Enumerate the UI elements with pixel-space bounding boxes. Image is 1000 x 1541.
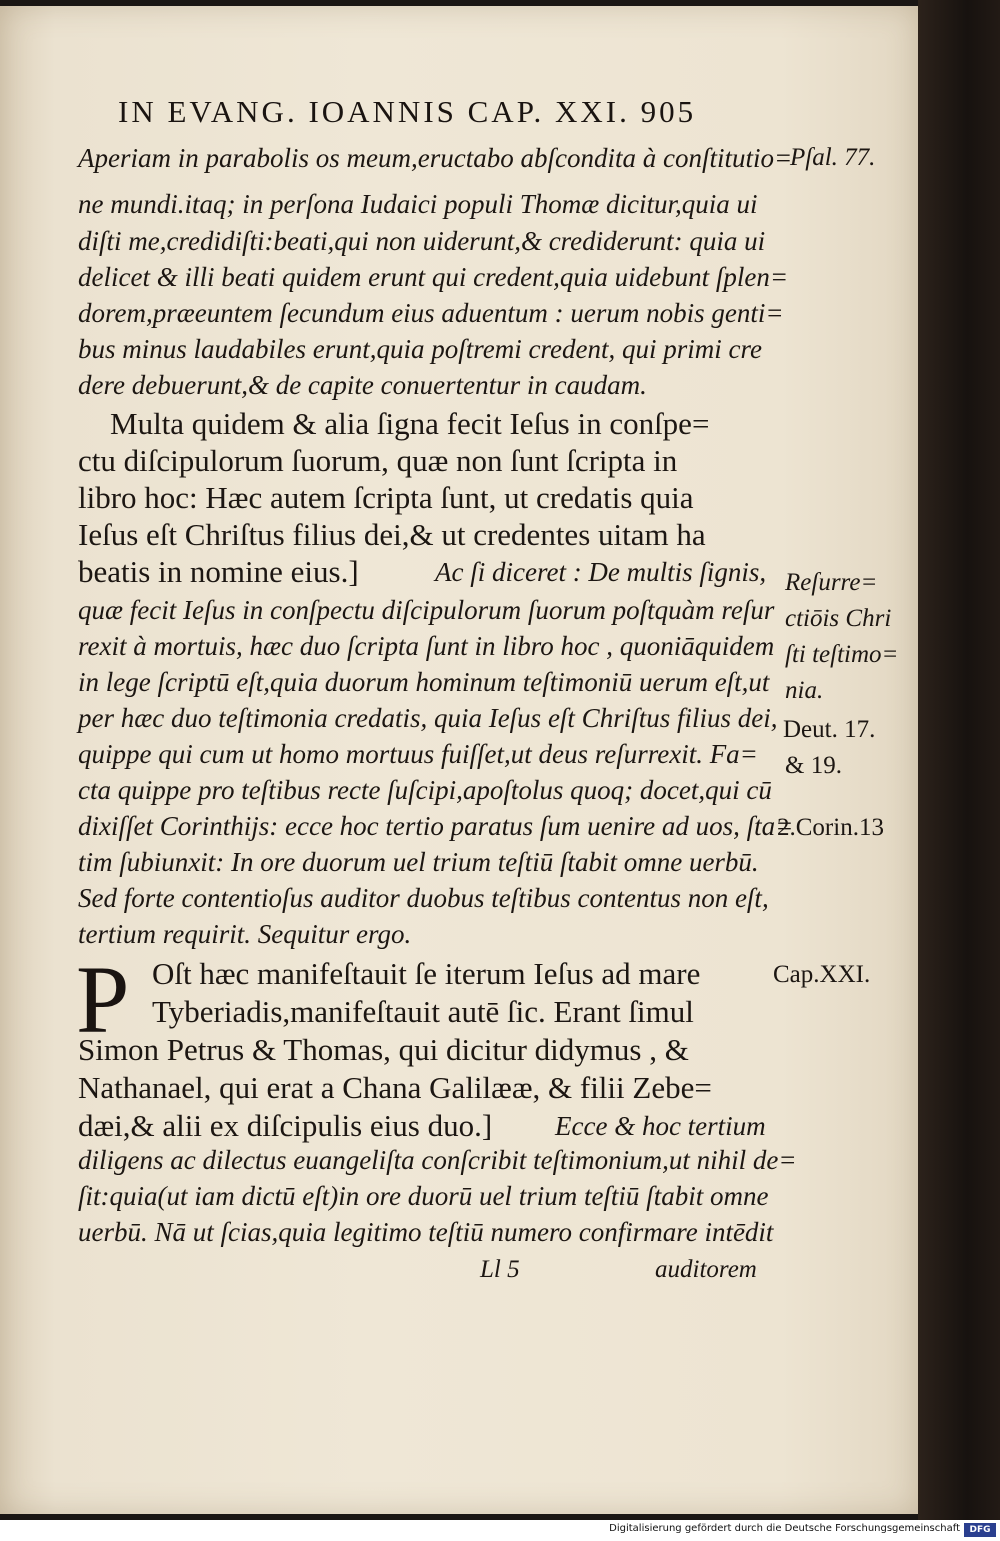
commentary-line: Ac ſi diceret : De multis ſignis, xyxy=(435,557,767,587)
scripture-line: Oſt hæc manifeſtauit ſe iterum Ieſus ad mare xyxy=(152,956,701,991)
commentary-line: dixiſſet Corinthijs: ecce hoc tertio paratus ſum uenire ad uos, ſta= xyxy=(78,811,794,841)
margin-note-psalm: Pſal. 77. xyxy=(790,144,876,171)
commentary-line: tim ſubiunxit: In ore duorum uel trium teſtiū ſtabit omne uerbū. xyxy=(78,847,759,877)
commentary-line: ſit:quia(ut iam dictū eſt)in ore duorū uel trium teſtiū ſtabit omne xyxy=(78,1181,769,1211)
margin-note-deuteronomy: & 19. xyxy=(785,752,842,779)
scripture-line: beatis in nomine eius.] xyxy=(78,554,359,589)
footer-bar xyxy=(0,1520,1000,1541)
signature-mark: Ll 5 xyxy=(480,1256,520,1283)
commentary-line: Sed forte contentioſus auditor duobus teſtibus contentus non eſt, xyxy=(78,883,769,913)
scripture-line: Simon Petrus & Thomas, qui dicitur didymus , & xyxy=(78,1032,689,1067)
margin-note-resurrection: ctiōis Chri xyxy=(785,605,892,632)
commentary-line: delicet & illi beati quidem erunt qui credent,quia uidebunt ſplen= xyxy=(78,262,789,292)
commentary-line: bus minus laudabiles erunt,quia poſtremi credent, qui primi cre xyxy=(78,334,762,364)
commentary-line: dere debuerunt,& de capite conuertentur in caudam. xyxy=(78,370,647,400)
commentary-line: diſti me,credidiſti:beati,qui non uiderunt,& crediderunt: quia ui xyxy=(78,226,766,256)
commentary-line: uerbū. Nā ut ſcias,quia legitimo teſtiū numero confirmare intēdit xyxy=(78,1217,774,1247)
scripture-line: Tyberiadis,manifeſtauit autē ſic. Erant ſimul xyxy=(152,994,694,1029)
commentary-line: cta quippe pro teſtibus recte ſuſcipi,apoſtolus quoq; docet,qui cū xyxy=(78,775,772,805)
commentary-line: in lege ſcriptū eſt,quia duorum hominum teſtimoniū uerum eſt,ut xyxy=(78,667,770,697)
margin-note-corinthians: 2.Corin.13 xyxy=(777,814,884,841)
scripture-line: dæi,& alii ex diſcipulis eius duo.] xyxy=(78,1108,493,1143)
margin-note-chapter: Cap.XXI. xyxy=(773,961,871,988)
scripture-line: ctu diſcipulorum ſuorum, quæ non ſunt ſcripta in xyxy=(78,443,678,478)
book-page xyxy=(0,6,918,1514)
scripture-line: Nathanael, qui erat a Chana Galilææ, & filii Zebe= xyxy=(78,1070,712,1105)
margin-note-deuteronomy: Deut. 17. xyxy=(783,716,876,743)
commentary-line: dorem,præeuntem ſecundum eius aduentum : uerum nobis genti= xyxy=(78,298,784,328)
scripture-line: Ieſus eſt Chriſtus filius dei,& ut credentes uitam ha xyxy=(78,517,706,552)
dfg-logo: DFG xyxy=(964,1523,996,1537)
running-head: IN EVANG. IOANNIS CAP. XXI. 905 xyxy=(118,94,697,129)
margin-note-resurrection: ſti teſtimo= xyxy=(785,641,899,668)
funding-credit: Digitalisierung gefördert durch die Deutsche Forschungsgemeinschaft xyxy=(609,1523,960,1534)
commentary-line: Aperiam in parabolis os meum,eructabo abſcondita à conſtitutio= xyxy=(78,143,793,173)
commentary-line: ne mundi.itaq; in perſona Iudaici populi Thomæ dicitur,quia ui xyxy=(78,189,758,219)
commentary-line: Ecce & hoc tertium xyxy=(555,1111,766,1141)
commentary-line: diligens ac dilectus euangeliſta conſcribit teſtimonium,ut nihil de= xyxy=(78,1145,797,1175)
margin-note-resurrection: Reſurre= xyxy=(785,569,878,596)
commentary-line: quippe qui cum ut homo mortuus fuiſſet,ut deus reſurrexit. Fa= xyxy=(78,739,758,769)
commentary-line: per hæc duo teſtimonia credatis, quia Ieſus eſt Chriſtus filius dei, xyxy=(78,703,778,733)
drop-capital: P xyxy=(76,946,130,1053)
commentary-line: quæ fecit Ieſus in conſpectu diſcipulorum ſuorum poſtquàm reſur xyxy=(78,595,775,625)
commentary-line: tertium requirit. Sequitur ergo. xyxy=(78,919,412,949)
page-fore-edge xyxy=(918,0,1000,1520)
commentary-line: rexit à mortuis, hæc duo ſcripta ſunt in libro hoc , quoniāquidem xyxy=(78,631,775,661)
catchword: auditorem xyxy=(655,1256,757,1283)
scripture-line: libro hoc: Hæc autem ſcripta ſunt, ut credatis quia xyxy=(78,480,694,515)
scripture-line: Multa quidem & alia ſigna fecit Ieſus in conſpe= xyxy=(110,406,710,441)
margin-note-resurrection: nia. xyxy=(785,677,824,704)
